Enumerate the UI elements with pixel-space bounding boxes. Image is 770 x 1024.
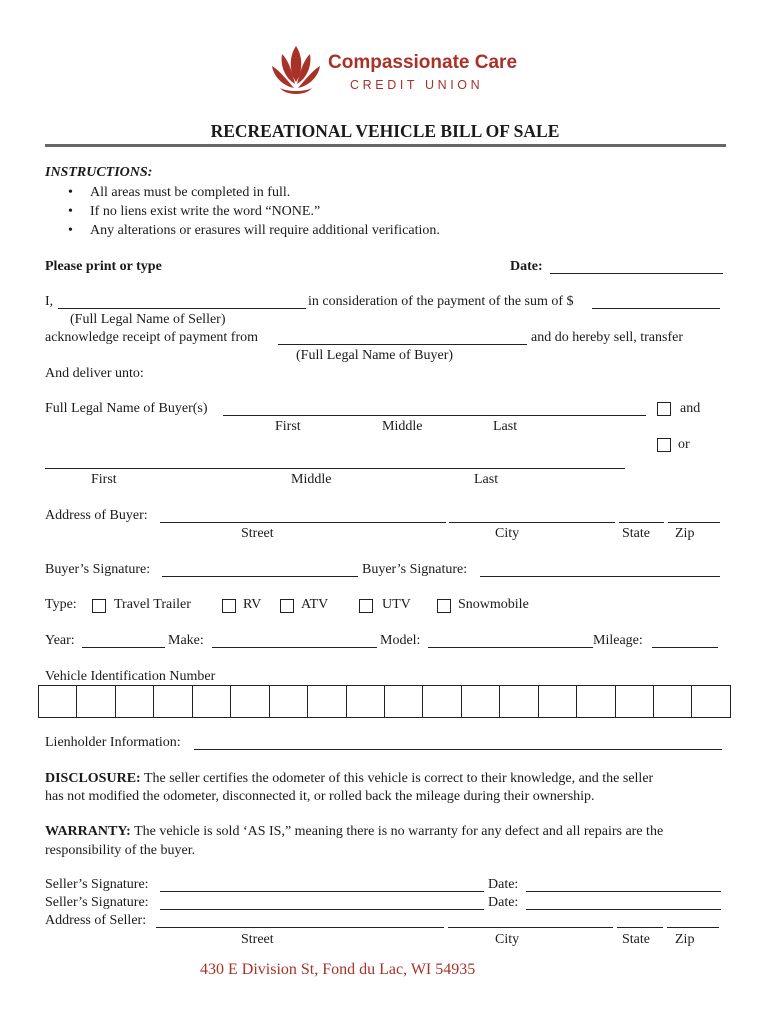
seller-date-field-1[interactable] bbox=[526, 891, 721, 892]
buyer1-name-field[interactable] bbox=[223, 415, 646, 416]
and-label: and bbox=[680, 401, 701, 416]
disclosure-label: DISCLOSURE: bbox=[45, 771, 141, 786]
rv-checkbox[interactable] bbox=[222, 599, 236, 613]
buyer1-last-caption: Last bbox=[493, 419, 518, 434]
vin-grid bbox=[38, 685, 731, 718]
instruction-item: • All areas must be completed in full. bbox=[90, 185, 290, 201]
make-field[interactable] bbox=[212, 647, 377, 648]
seller-signature-field-1[interactable] bbox=[160, 891, 484, 892]
snowmobile-label: Snowmobile bbox=[458, 597, 529, 612]
vin-cell[interactable] bbox=[39, 686, 77, 717]
buyer-city-field[interactable] bbox=[449, 522, 615, 523]
seller-state-caption: State bbox=[622, 932, 650, 947]
vin-cell[interactable] bbox=[500, 686, 538, 717]
vin-cell[interactable] bbox=[308, 686, 346, 717]
buyer1-first-caption: First bbox=[275, 419, 301, 434]
buyer-signature-field-2[interactable] bbox=[480, 576, 720, 577]
seller-date-label: Date: bbox=[488, 895, 519, 910]
seller-name-field[interactable] bbox=[58, 308, 306, 309]
make-label: Make: bbox=[168, 633, 204, 648]
seller-date-label: Date: bbox=[488, 877, 519, 892]
seller-city-field[interactable] bbox=[448, 927, 613, 928]
buyer1-middle-caption: Middle bbox=[382, 419, 423, 434]
or-label: or bbox=[678, 437, 690, 452]
warranty-line-1 bbox=[45, 824, 663, 840]
atv-label: ATV bbox=[301, 597, 329, 612]
brand-subtitle: CREDIT UNION bbox=[350, 78, 484, 92]
vin-label: Vehicle Identification Number bbox=[45, 669, 216, 684]
seller-date-field-2[interactable] bbox=[526, 909, 721, 910]
vin-cell[interactable] bbox=[231, 686, 269, 717]
utv-checkbox[interactable] bbox=[359, 599, 373, 613]
title-rule bbox=[45, 144, 726, 147]
buyer-zip-caption: Zip bbox=[675, 526, 695, 541]
seller-signature-label: Seller’s Signature: bbox=[45, 895, 149, 910]
vin-cell[interactable] bbox=[154, 686, 192, 717]
lotus-icon bbox=[270, 44, 322, 100]
vin-cell[interactable] bbox=[193, 686, 231, 717]
seller-signature-field-2[interactable] bbox=[160, 909, 484, 910]
vin-cell[interactable] bbox=[270, 686, 308, 717]
disclosure-text-1: The seller certifies the odometer of this vehicle is correct to their knowledge, and the seller bbox=[140, 771, 654, 786]
buyer-address-label: Address of Buyer: bbox=[45, 508, 148, 523]
buyer2-name-field[interactable] bbox=[45, 468, 625, 469]
buyer-name-field[interactable] bbox=[278, 344, 527, 345]
or-checkbox[interactable] bbox=[657, 438, 671, 452]
utv-label: UTV bbox=[382, 597, 411, 612]
date-field[interactable] bbox=[550, 273, 723, 274]
travel-trailer-checkbox[interactable] bbox=[92, 599, 106, 613]
buyer-zip-field[interactable] bbox=[668, 522, 720, 523]
seller-street-field[interactable] bbox=[156, 927, 444, 928]
seller-city-caption: City bbox=[495, 932, 520, 947]
model-field[interactable] bbox=[428, 647, 593, 648]
vin-cell[interactable] bbox=[77, 686, 115, 717]
payment-amount-field[interactable] bbox=[592, 308, 720, 309]
buyer2-last-caption: Last bbox=[474, 472, 499, 487]
instruction-item: • Any alterations or erasures will require additional verification. bbox=[90, 223, 440, 239]
vin-cell[interactable] bbox=[347, 686, 385, 717]
vin-cell[interactable] bbox=[577, 686, 615, 717]
sell-transfer-text: and do hereby sell, transfer bbox=[531, 330, 683, 345]
acknowledge-text: acknowledge receipt of payment from bbox=[45, 330, 259, 345]
seller-zip-field[interactable] bbox=[667, 927, 719, 928]
buyer2-first-caption: First bbox=[91, 472, 117, 487]
model-label: Model: bbox=[380, 633, 421, 648]
buyer-city-caption: City bbox=[495, 526, 520, 541]
and-checkbox[interactable] bbox=[657, 402, 671, 416]
warranty-line-2: responsibility of the buyer. bbox=[45, 843, 196, 858]
mileage-label: Mileage: bbox=[593, 633, 643, 648]
disclosure-line-2: has not modified the odometer, disconnected it, or rolled back the mileage during their ownership. bbox=[45, 789, 595, 804]
buyer-signature-label: Buyer’s Signature: bbox=[362, 562, 468, 577]
seller-address-label: Address of Seller: bbox=[45, 913, 147, 928]
vin-cell[interactable] bbox=[692, 686, 729, 717]
vin-cell[interactable] bbox=[654, 686, 692, 717]
deliver-unto-text: And deliver unto: bbox=[45, 366, 144, 381]
seller-state-field[interactable] bbox=[617, 927, 663, 928]
seller-name-caption: (Full Legal Name of Seller) bbox=[70, 312, 226, 327]
vin-cell[interactable] bbox=[423, 686, 461, 717]
buyer-street-caption: Street bbox=[241, 526, 274, 541]
warranty-text-1: The vehicle is sold ‘AS IS,” meaning there is no warranty for any defect and all repairs are the bbox=[130, 824, 664, 839]
consideration-text: in consideration of the payment of the sum of $ bbox=[308, 294, 574, 309]
print-or-type-label: Please print or type bbox=[45, 259, 162, 274]
lienholder-label: Lienholder Information: bbox=[45, 735, 181, 750]
mileage-field[interactable] bbox=[652, 647, 718, 648]
buyer-state-caption: State bbox=[622, 526, 650, 541]
seller-signature-label: Seller’s Signature: bbox=[45, 877, 149, 892]
type-label: Type: bbox=[45, 597, 77, 612]
buyer-street-field[interactable] bbox=[160, 522, 446, 523]
snowmobile-checkbox[interactable] bbox=[437, 599, 451, 613]
seller-zip-caption: Zip bbox=[675, 932, 695, 947]
warranty-label: WARRANTY: bbox=[45, 824, 131, 839]
instructions-heading: INSTRUCTIONS: bbox=[45, 165, 153, 180]
rv-label: RV bbox=[243, 597, 262, 612]
year-label: Year: bbox=[45, 633, 75, 648]
buyers-label: Full Legal Name of Buyer(s) bbox=[45, 401, 208, 416]
buyer-state-field[interactable] bbox=[619, 522, 664, 523]
vin-cell[interactable] bbox=[116, 686, 154, 717]
seller-street-caption: Street bbox=[241, 932, 274, 947]
buyer2-middle-caption: Middle bbox=[291, 472, 332, 487]
travel-trailer-label: Travel Trailer bbox=[114, 597, 191, 612]
i-prefix: I, bbox=[45, 294, 54, 309]
atv-checkbox[interactable] bbox=[280, 599, 294, 613]
vin-cell[interactable] bbox=[385, 686, 423, 717]
instruction-item: • If no liens exist write the word “NONE.” bbox=[90, 204, 320, 220]
date-label: Date: bbox=[510, 259, 543, 274]
buyer-name-caption: (Full Legal Name of Buyer) bbox=[296, 348, 454, 363]
page-title: RECREATIONAL VEHICLE BILL OF SALE bbox=[210, 121, 560, 141]
vin-cell[interactable] bbox=[539, 686, 577, 717]
brand-name: Compassionate Care bbox=[328, 52, 518, 73]
footer-address: 430 E Division St, Fond du Lac, WI 54935 bbox=[200, 961, 476, 978]
buyer-signature-field-1[interactable] bbox=[162, 576, 358, 577]
buyer-signature-label: Buyer’s Signature: bbox=[45, 562, 151, 577]
lienholder-field[interactable] bbox=[194, 749, 722, 750]
year-field[interactable] bbox=[82, 647, 165, 648]
disclosure-line-1 bbox=[45, 771, 653, 787]
vin-cell[interactable] bbox=[462, 686, 500, 717]
vin-cell[interactable] bbox=[616, 686, 654, 717]
